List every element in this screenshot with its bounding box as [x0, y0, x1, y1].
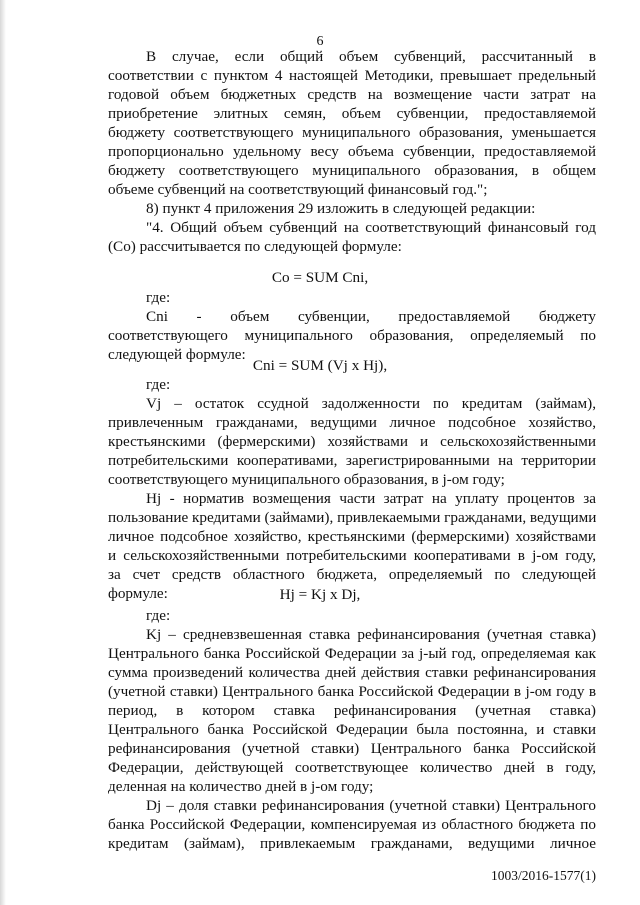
text-line: деленная на количество дней в j-ом году;: [108, 778, 374, 795]
text-line: и сельскохозяйственными потребительскими кооперативами в j-ом году,: [108, 547, 596, 564]
text-line: Vj – остаток ссудной задолженности по кредитам (займам),: [146, 395, 596, 412]
text-line: 8) пункт 4 приложения 29 изложить в следующей редакции:: [146, 200, 536, 217]
text-line: Центрального банка Российской Федерации была постоянна, и ставки: [108, 721, 596, 738]
text-line: (Со) рассчитывается по следующей формуле:: [108, 238, 402, 255]
text-line: где:: [146, 607, 171, 624]
text-line: объеме субвенций на соответствующий финансовый год.";: [108, 181, 488, 198]
text-line: соответствующего муниципального образования, в j-ом году;: [108, 471, 505, 488]
text-line: соответствии с пунктом 4 настоящей Методики, превышает предельный: [108, 67, 596, 84]
text-line: период, в котором ставка рефинансирования (учетная ставка): [108, 702, 596, 719]
text-line: бюджету соответствующего муниципального образования, уменьшается: [108, 124, 596, 141]
text-line: крестьянскими (фермерскими) хозяйствами и сельскохозяйственными: [108, 433, 596, 450]
scan-edge-shadow: [0, 0, 6, 905]
text-line: Федерации, действующей соответствующее количество дней в году,: [108, 759, 596, 776]
text-line: личное подсобное хозяйство, крестьянскими (фермерскими) хозяйствами: [108, 528, 596, 545]
text-line: приобретение элитных семян, объем субвенции, предоставляемой: [108, 105, 596, 122]
text-line: Kj – средневзвешенная ставка рефинансирования (учетная ставка): [146, 626, 596, 643]
text-line: рефинансирования (учетной ставки) Центрального банка Российской: [108, 740, 596, 757]
text-line: Dj – доля ставки рефинансирования (учетной ставки) Центрального: [146, 797, 596, 814]
text-line: где:: [146, 289, 171, 306]
formula: Hj = Kj x Dj,: [279, 586, 361, 603]
text-line: потребительскими кооперативами, зарегистрированными на территории: [108, 452, 596, 469]
text-line: Сni - объем субвенции, предоставляемой бюджету: [146, 308, 596, 325]
formula: Сni = SUM (Vj x Hj),: [252, 357, 388, 374]
text-line: где:: [146, 376, 171, 393]
text-line: за счет средств областного бюджета, определяемый по следующей: [108, 566, 596, 583]
text-line: (учетной ставки) Центрального банка Российской Федерации в j-ом году в: [108, 683, 596, 700]
text-line: следующей формуле:: [108, 346, 246, 363]
page-number: 6: [316, 34, 324, 49]
text-line: В случае, если общий объем субвенций, рассчитанный в: [146, 48, 596, 65]
text-line: банка Российской Федерации, компенсируемая из областного бюджета по: [108, 816, 596, 833]
text-line: сумма произведений количества дней действия ставки рефинансирования: [108, 664, 596, 681]
text-line: формуле:: [108, 585, 168, 602]
text-line: годовой объем бюджетных средств на возмещение части затрат на: [108, 86, 596, 103]
text-line: кредитам (займам), привлекаемым гражданами, ведущими личное: [108, 835, 596, 852]
text-line: "4. Общий объем субвенций на соответствующий финансовый год: [146, 219, 596, 236]
text-line: бюджету соответствующего муниципального образования, в общем: [108, 162, 596, 179]
document-code: 1003/2016-1577(1): [491, 868, 596, 883]
text-line: Центрального банка Российской Федерации за j-ый год, определяемая как: [108, 645, 596, 662]
text-line: соответствующего муниципального образования, определяемый по: [108, 327, 596, 344]
text-line: привлеченным гражданами, ведущими личное подсобное хозяйство,: [108, 414, 596, 431]
formula: Со = SUM Сni,: [271, 269, 369, 286]
text-line: пользование кредитами (займами), привлекаемыми гражданами, ведущими: [108, 509, 597, 526]
text-line: Hj - норматив возмещения части затрат на уплату процентов за: [146, 490, 596, 507]
text-line: пропорционально удельному весу объема субвенции, предоставляемой: [108, 143, 596, 160]
